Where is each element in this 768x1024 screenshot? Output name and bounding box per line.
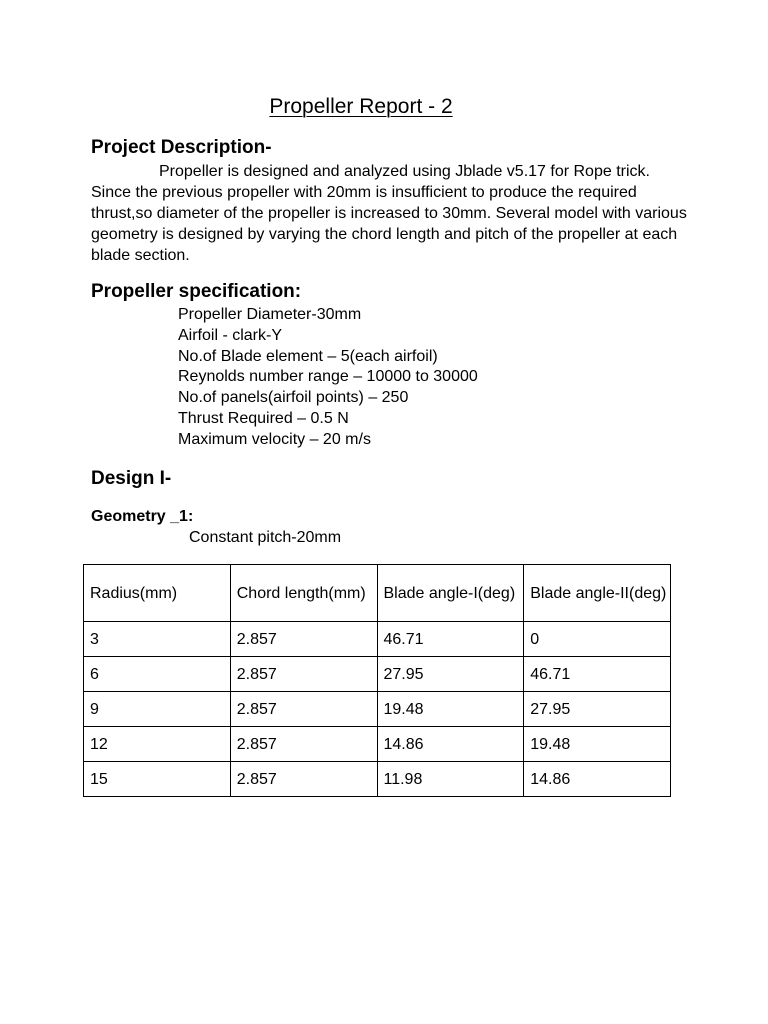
table-row bbox=[84, 622, 671, 657]
column-header-blade-angle-1: Blade angle-I(deg) bbox=[377, 565, 524, 622]
spec-item: Propeller Diameter-30mm bbox=[178, 306, 362, 323]
table-cell: 2.857 bbox=[230, 762, 377, 797]
spec-item: Thrust Required – 0.5 N bbox=[178, 409, 349, 427]
table-cell: 0 bbox=[524, 622, 671, 657]
table-row bbox=[84, 727, 671, 762]
table-cell: 46.71 bbox=[524, 657, 671, 692]
table-cell: 2.857 bbox=[230, 692, 377, 727]
project-description-text: Propeller is designed and analyzed using Jblade v5.17 for Rope trick. Since the previous propeller with 20mm is insufficient to produce the required thrust,so diameter of the propeller is increased to 30mm. Several model with various geometry is designed by varying the chord length and pitch of the propeller at each blade section. bbox=[91, 163, 687, 264]
geometry-note: Constant pitch-20mm bbox=[189, 529, 342, 546]
table-cell: 12 bbox=[84, 727, 231, 762]
table-cell: 2.857 bbox=[230, 727, 377, 762]
table-cell: 27.95 bbox=[377, 657, 524, 692]
spec-item: No.of Blade element – 5(each airfoil) bbox=[178, 347, 438, 365]
spec-item: Maximum velocity – 20 m/s bbox=[178, 430, 371, 448]
table-cell: 9 bbox=[84, 692, 231, 727]
table-row bbox=[84, 762, 671, 797]
table-cell: 2.857 bbox=[230, 657, 377, 692]
spec-item: Airfoil - clark-Y bbox=[178, 326, 283, 344]
spec-item: No.of panels(airfoil points) – 250 bbox=[178, 389, 409, 407]
table-cell: 19.48 bbox=[377, 692, 524, 727]
table-cell: 6 bbox=[84, 657, 231, 692]
project-description-paragraph bbox=[91, 161, 691, 266]
table-row bbox=[84, 657, 671, 692]
table-cell: 19.48 bbox=[524, 727, 671, 762]
table-cell: 3 bbox=[84, 622, 231, 657]
table-row bbox=[84, 692, 671, 727]
table-cell: 11.98 bbox=[377, 762, 524, 797]
table-cell: 15 bbox=[84, 762, 231, 797]
specification-heading: Propeller specification: bbox=[91, 281, 302, 302]
table-cell: 14.86 bbox=[377, 727, 524, 762]
spec-item: Reynolds number range – 10000 to 30000 bbox=[178, 368, 478, 386]
project-description-heading: Project Description- bbox=[91, 137, 272, 158]
table-cell: 14.86 bbox=[524, 762, 671, 797]
column-header-blade-angle-2: Blade angle-II(deg) bbox=[524, 565, 671, 622]
design-heading: Design I- bbox=[91, 468, 172, 489]
geometry-label: Geometry _1: bbox=[91, 508, 194, 525]
table-cell: 27.95 bbox=[524, 692, 671, 727]
specification-list bbox=[178, 305, 478, 451]
table-header-row bbox=[84, 565, 671, 622]
table-cell: 2.857 bbox=[230, 622, 377, 657]
column-header-chord-length: Chord length(mm) bbox=[230, 565, 377, 622]
page-title: Propeller Report - 2 bbox=[269, 95, 453, 118]
column-header-radius: Radius(mm) bbox=[84, 565, 231, 622]
geometry-table bbox=[83, 564, 671, 797]
table-cell: 46.71 bbox=[377, 622, 524, 657]
